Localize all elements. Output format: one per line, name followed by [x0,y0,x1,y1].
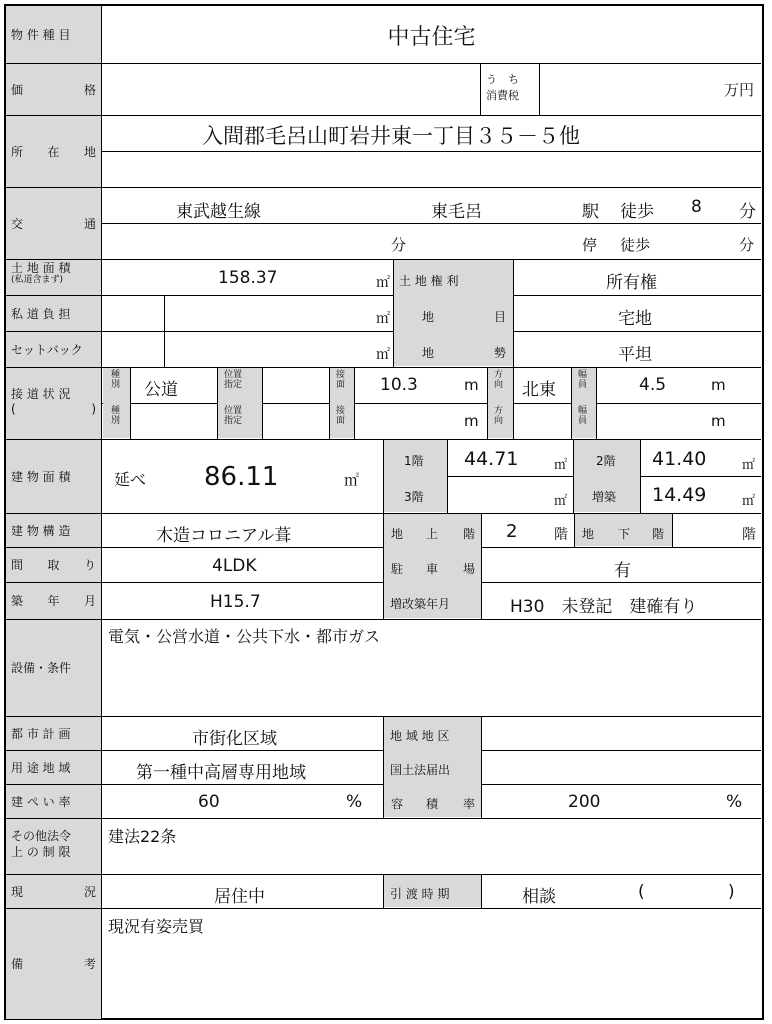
facilities-value: 電気・公営水道・公共下水・都市ガス [108,627,381,646]
floor3-label: 3階 [404,490,424,504]
road-houkou-label-2: 方 向 [494,406,504,426]
floor2-unit: ㎡ [742,458,756,473]
above-label-2: 上 [426,527,439,541]
road-shubetsu-label-1: 種 別 [111,370,121,390]
label-road-access: 接 道 状 況 ( ) [6,367,102,439]
transport-fun: 分 [739,202,756,222]
label-facilities: 設備・条件 [6,619,102,716]
floor1-unit: ㎡ [554,458,568,473]
floor2-value: 41.40 [652,448,707,470]
current-value: 居住中 [214,887,265,907]
layout-value: 4LDK [212,556,257,576]
road-fukuin-label-1: 幅 員 [578,370,588,390]
label-coverage: 建 ぺ い 率 [6,784,102,818]
handover-label: 引 渡 時 期 [390,887,450,901]
remarks-value: 現況有姿売買 [108,917,205,936]
road-m-4: m [711,412,726,430]
above-value: 2 [506,521,518,542]
transport-eki: 駅 [582,202,599,222]
far-label-2: 積 [426,797,439,811]
transport-station: 東毛呂 [431,202,482,222]
transport-toho2: 徒歩 [620,236,651,254]
label-other-law: その他法令 上 の 制 限 [6,818,102,874]
coverage-value: 60 [198,792,220,812]
below-label-3: 階 [652,527,665,541]
floor2-label: 2階 [596,454,616,468]
address: 入間郡毛呂山町岩井東一丁目３５－５他 [202,124,580,148]
far-value: 200 [568,792,601,812]
label-use-zone: 用 途 地 域 [6,750,102,784]
other-law-value: 建法22条 [108,827,177,846]
parking-label-2: 車 [426,562,439,576]
building-total-label: 延べ [114,470,147,489]
road-ichi-label-2: 位置 指定 [224,406,243,426]
price-unit: 万円 [723,81,754,99]
handover-paren-right: ) [728,882,735,902]
property-sheet [4,4,764,1020]
road-m-3: m [464,412,479,430]
label-type: 物 件 種 目 [6,6,102,63]
above-kai: 階 [554,527,568,543]
road-width-1: 4.5 [639,375,667,395]
label-structure: 建 物 構 造 [6,513,102,547]
extension-label: 増築 [592,490,617,504]
building-total-unit: ㎡ [344,471,360,489]
chisei-label-1: 地 [422,346,435,360]
use-zone-value: 第一種中高層専用地域 [136,763,306,783]
road-shubetsu-label-2: 種 別 [111,406,121,426]
coverage-pct: % [346,792,363,812]
chimoku-label-2: 目 [494,310,507,324]
label-setback: セットバック [6,331,102,367]
road-dir-1: 北東 [522,380,556,400]
zone-label: 地 域 地 区 [390,729,450,743]
handover-paren-left: ( [638,882,645,902]
road-m-1: m [464,376,479,394]
road-type-1: 公道 [144,380,178,400]
land-area-value: 158.37 [218,268,278,288]
road-houkou-label-1: 方 向 [494,370,504,390]
built-value: H15.7 [210,592,261,612]
parking-label-3: 場 [463,562,476,576]
label-price: 価 格 [6,63,102,115]
road-setsumen-label-2: 接 面 [336,406,346,426]
parking-label-1: 駐 [391,562,404,576]
building-total-value: 86.11 [204,462,279,492]
floor1-label: 1階 [404,454,424,468]
handover-value: 相談 [522,887,556,907]
label-location: 所 在 地 [6,115,102,187]
below-label-1: 地 [582,527,595,541]
road-ichi-label-1: 位置 指定 [224,370,243,390]
label-layout: 間 取 り [6,547,102,582]
tax-label: う ち 消費税 [486,73,519,102]
transport-tei: 停 [582,236,598,254]
floor1-value: 44.71 [464,448,519,470]
label-private-road: 私 道 負 担 [6,295,102,331]
below-label-2: 下 [618,527,631,541]
transport-minutes: 8 [691,197,702,217]
renovation-label: 増改築年月 [390,597,451,611]
label-land-area: 土 地 面 積 (私道含まず) [6,259,102,295]
label-remarks: 備 考 [6,908,102,1019]
label-current: 現 況 [6,874,102,908]
extension-unit: ㎡ [742,494,756,509]
label-built: 築 年 月 [6,582,102,619]
extension-value: 14.49 [652,484,707,506]
road-setsumen-label-1: 接 面 [336,370,346,390]
land-rights-value: 所有権 [606,273,657,293]
label-transport: 交 通 [6,187,102,259]
renovation-value: H30 未登記 建確有り [510,597,698,617]
transport-row2-fun: 分 [391,236,407,254]
chisei-label-2: 勢 [494,346,507,360]
label-building-area: 建 物 面 積 [6,439,102,513]
far-pct: % [726,792,743,812]
above-label-3: 階 [463,527,476,541]
road-frontage-1: 10.3 [380,375,418,395]
label-city-plan: 都 市 計 画 [6,716,102,750]
far-label-3: 率 [463,797,476,811]
parking-value: 有 [614,561,631,581]
city-plan-value: 市街化区域 [192,729,277,749]
transport-line: 東武越生線 [176,202,261,222]
chimoku-value: 宅地 [618,309,652,329]
transport-fun2: 分 [739,236,755,254]
setback-unit: ㎡ [376,347,390,363]
chisei-value: 平坦 [618,345,652,365]
chimoku-label-1: 地 [422,310,435,324]
above-label-1: 地 [391,527,404,541]
floor3-unit: ㎡ [554,494,568,509]
private-road-unit: ㎡ [376,311,390,327]
transport-toho: 徒歩 [620,202,654,222]
land-area-unit: ㎡ [376,275,390,291]
structure-value: 木造コロニアル葺 [156,526,292,546]
property-type: 中古住宅 [387,25,476,50]
road-fukuin-label-2: 幅 員 [578,406,588,426]
road-m-2: m [711,376,726,394]
far-label-1: 容 [391,797,404,811]
below-kai: 階 [742,527,756,543]
land-rights-label: 土 地 権 利 [399,274,459,288]
notice-label: 国土法届出 [390,763,451,777]
